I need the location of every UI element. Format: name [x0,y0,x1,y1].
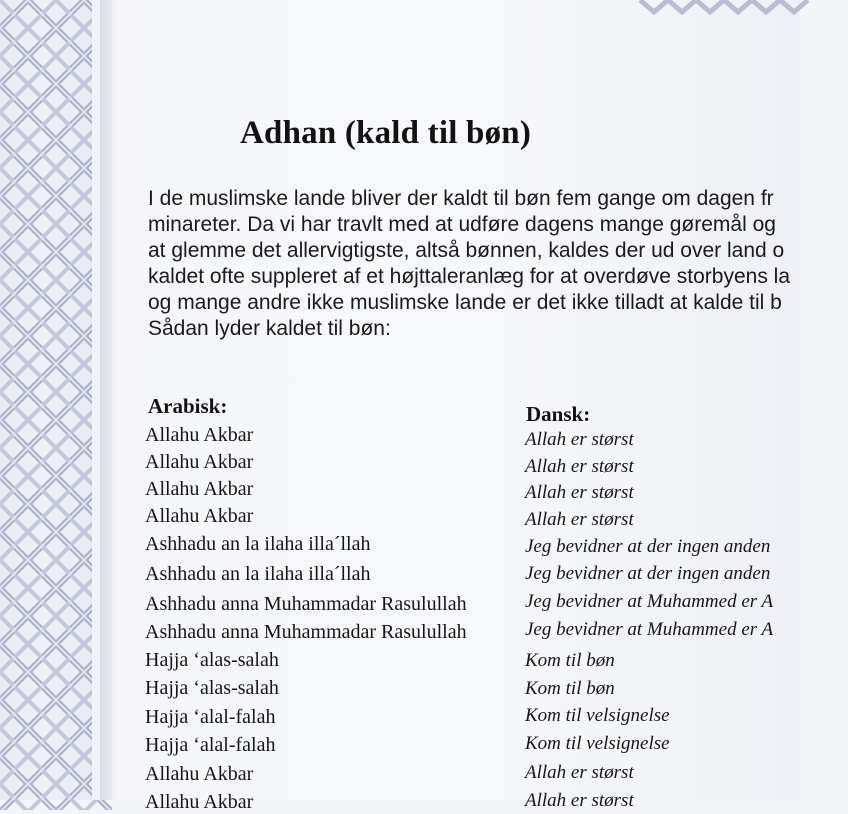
arabic-column-header: Arabisk: [148,394,228,418]
danish-line: Kom til bøn [525,678,615,699]
danish-line: Jeg bevidner at Muhammed er A [525,591,774,612]
danish-line: Jeg bevidner at der ingen anden [525,536,771,557]
danish-line: Jeg bevidner at Muhammed er A [525,619,774,640]
intro-line: kaldet ofte suppleret af et højttaleranlæg for at overdøve storbyens la [148,265,791,288]
danish-line: Jeg bevidner at der ingen anden [525,563,771,584]
page-fold [100,0,118,800]
intro-line: I de muslimske lande bliver der kaldt til bøn fem gange om dagen fr [148,187,774,210]
arabic-line: Allahu Akbar [145,424,254,446]
arabic-line: Ashhadu anna Muhammadar Rasulullah [145,621,467,643]
arabic-line: Allahu Akbar [145,451,254,473]
danish-line: Allah er størst [525,790,634,811]
danish-line: Allah er størst [525,509,634,530]
danish-line: Allah er størst [525,429,634,450]
page-title: Adhan (kald til bøn) [240,115,532,151]
arabic-line: Ashhadu an la ilaha illa´llah [145,533,371,555]
danish-line: Kom til velsignelse [525,733,670,754]
arabic-line: Hajja ‘alas-salah [145,677,279,699]
danish-line: Allah er størst [525,482,634,503]
arabic-line: Allahu Akbar [145,478,254,500]
arabic-line: Hajja ‘alal-falah [145,734,276,756]
intro-line: Sådan lyder kaldet til bøn: [148,317,391,340]
decorative-border [0,0,112,800]
danish-line: Kom til velsignelse [525,705,670,726]
arabic-line: Allahu Akbar [145,505,254,527]
danish-column-header: Dansk: [526,402,591,426]
arabic-line: Hajja ‘alas-salah [145,649,279,671]
arabic-line: Ashhadu an la ilaha illa´llah [145,563,371,585]
intro-paragraph [148,186,848,342]
arabic-line: Hajja ‘alal-falah [145,706,276,728]
arabic-line: Allahu Akbar [145,791,254,813]
intro-line: at glemme det allervigtigste, altså bønnen, kaldes der ud over land o [148,239,785,262]
danish-line: Allah er størst [525,762,634,783]
intro-line: minareter. Da vi har travlt med at udføre dagens mange gøremål og [148,213,776,236]
intro-line: og mange andre ikke muslimske lande er det ikke tilladt at kalde til b [148,291,782,314]
arabic-line: Allahu Akbar [145,763,254,785]
arabic-line: Ashhadu anna Muhammadar Rasulullah [145,593,467,615]
danish-line: Kom til bøn [525,650,615,671]
knot-pattern-icon [0,0,112,800]
top-border-icon [640,0,800,14]
danish-line: Allah er størst [525,456,634,477]
